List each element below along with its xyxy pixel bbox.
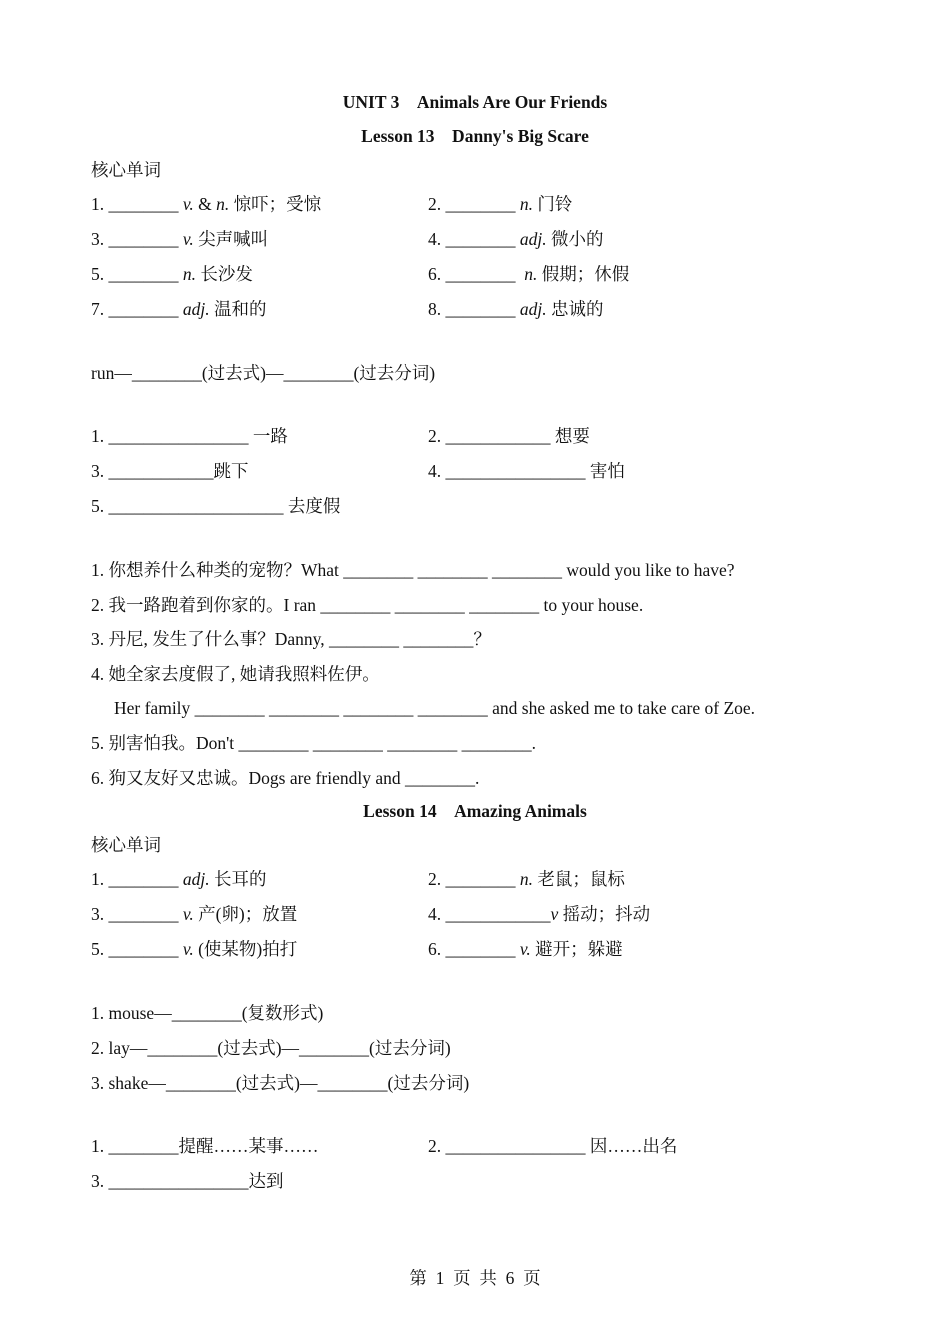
lesson13-title: Lesson 13 Danny's Big Scare [361, 126, 589, 146]
lesson13-phrase-5: 5. ____________________ 去度假 [91, 496, 341, 516]
lesson13-phrase-1: 1. ________________ 一路 [91, 426, 288, 446]
lesson13-sentence-4-english: Her family ________ ________ ________ ________ and she asked me to take care of Zoe. [114, 698, 756, 718]
lesson14-form-1: 1. mouse—________(复数形式) [91, 1003, 324, 1023]
lesson14-phrase-1: 1. ________提醒……某事…… [91, 1136, 319, 1156]
lesson14-word-2: 2. ________ n. 老鼠；鼠标 [428, 869, 625, 889]
lesson13-sentence-6: 6. 狗又友好又忠诚。Dogs are friendly and ________. [91, 768, 480, 788]
lesson13-word-8: 8. ________ adj. 忠诚的 [428, 299, 604, 319]
lesson13-sentence-4: 4. 她全家去度假了, 她请我照料佐伊。 [91, 664, 380, 684]
lesson14-section-label: 核心单词 [91, 835, 161, 855]
lesson14-word-4: 4. ____________v 摇动；抖动 [428, 904, 651, 924]
page-footer: 第 1 页 共 6 页 [409, 1268, 541, 1288]
lesson14-phrase-2: 2. ________________ 因……出名 [428, 1136, 678, 1156]
lesson14-word-5: 5. ________ v. (使某物)拍打 [91, 939, 298, 959]
lesson13-word-5: 5. ________ n. 长沙发 [91, 264, 253, 284]
lesson14-word-1: 1. ________ adj. 长耳的 [91, 869, 267, 889]
lesson14-title: Lesson 14 Amazing Animals [363, 801, 587, 821]
lesson13-phrase-4: 4. ________________ 害怕 [428, 461, 625, 481]
lesson13-sentence-5: 5. 别害怕我。Don't ________ ________ ________ ________. [91, 733, 537, 753]
lesson13-phrase-2: 2. ____________ 想要 [428, 426, 590, 446]
lesson13-sentence-1: 1. 你想养什么种类的宠物？What ________ ________ ________ would you like to have? [91, 560, 735, 580]
lesson13-phrase-3: 3. ____________跳下 [91, 461, 249, 481]
lesson13-forms: run—________(过去式)—________(过去分词) [91, 363, 436, 383]
lesson14-word-3: 3. ________ v. 产(卵)；放置 [91, 904, 298, 924]
lesson13-word-6: 6. ________ n. 假期；休假 [428, 264, 630, 284]
lesson13-word-3: 3. ________ v. 尖声喊叫 [91, 229, 269, 249]
lesson13-word-2: 2. ________ n. 门铃 [428, 194, 573, 214]
lesson14-form-3: 3. shake—________(过去式)—________(过去分词) [91, 1073, 470, 1093]
lesson14-phrase-3: 3. ________________达到 [91, 1171, 284, 1191]
lesson13-word-4: 4. ________ adj. 微小的 [428, 229, 604, 249]
lesson14-form-2: 2. lay—________(过去式)—________(过去分词) [91, 1038, 451, 1058]
lesson13-sentence-3: 3. 丹尼, 发生了什么事？Danny, ________ ________？ [91, 629, 491, 649]
lesson14-word-6: 6. ________ v. 避开；躲避 [428, 939, 623, 959]
lesson13-sentence-2: 2. 我一路跑着到你家的。I ran ________ ________ ________ to your house. [91, 595, 644, 615]
lesson13-word-7: 7. ________ adj. 温和的 [91, 299, 267, 319]
unit-title: UNIT 3 Animals Are Our Friends [342, 92, 608, 112]
lesson13-section-label: 核心单词 [91, 160, 161, 180]
lesson13-word-1: 1. ________ v. & n. 惊吓；受惊 [91, 194, 322, 214]
